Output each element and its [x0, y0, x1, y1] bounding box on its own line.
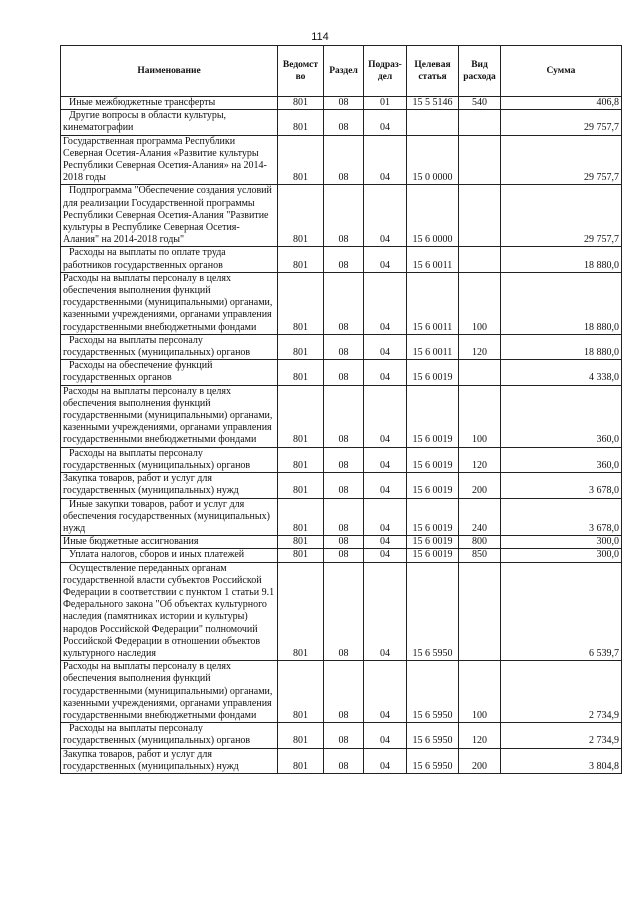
cell-department: 801	[278, 247, 324, 272]
cell-expense-type: 100	[459, 272, 501, 334]
table-row	[61, 447, 622, 472]
header-name: Наименование	[61, 46, 278, 97]
cell-section: 08	[324, 247, 364, 272]
cell-department: 801	[278, 498, 324, 536]
cell-section: 08	[324, 447, 364, 472]
cell-target-article: 15 6 0011	[407, 272, 459, 334]
cell-target-article: 15 6 0019	[407, 360, 459, 385]
cell-name: Расходы на выплаты персоналу государственных (муниципальных) органов	[61, 447, 278, 472]
table-row	[61, 536, 622, 549]
cell-section: 08	[324, 536, 364, 549]
cell-amount: 300,0	[501, 549, 622, 562]
cell-amount: 29 757,7	[501, 135, 622, 185]
cell-department: 801	[278, 185, 324, 247]
cell-subsection: 04	[364, 723, 407, 748]
table-row	[61, 748, 622, 773]
cell-expense-type	[459, 110, 501, 135]
header-target-article: Целевая статья	[407, 46, 459, 97]
cell-target-article: 15 6 0019	[407, 549, 459, 562]
cell-subsection: 04	[364, 661, 407, 723]
cell-target-article: 15 0 0000	[407, 135, 459, 185]
cell-subsection: 04	[364, 447, 407, 472]
cell-amount: 4 338,0	[501, 360, 622, 385]
cell-section: 08	[324, 360, 364, 385]
cell-department: 801	[278, 661, 324, 723]
cell-target-article: 15 6 0019	[407, 447, 459, 472]
cell-subsection: 04	[364, 360, 407, 385]
cell-section: 08	[324, 498, 364, 536]
cell-target-article: 15 6 0000	[407, 185, 459, 247]
cell-subsection: 04	[364, 748, 407, 773]
cell-section: 08	[324, 97, 364, 110]
cell-subsection: 04	[364, 549, 407, 562]
cell-name: Расходы на выплаты по оплате труда работников государственных органов	[61, 247, 278, 272]
cell-expense-type	[459, 247, 501, 272]
cell-section: 08	[324, 748, 364, 773]
cell-department: 801	[278, 536, 324, 549]
cell-name: Расходы на выплаты персоналу государственных (муниципальных) органов	[61, 334, 278, 359]
cell-section: 08	[324, 549, 364, 562]
cell-subsection: 04	[364, 562, 407, 661]
cell-subsection: 04	[364, 498, 407, 536]
cell-subsection: 04	[364, 135, 407, 185]
header-section: Раздел	[324, 46, 364, 97]
cell-amount: 3 678,0	[501, 473, 622, 498]
cell-expense-type: 120	[459, 447, 501, 472]
cell-name: Подпрограмма "Обеспечение создания условий для реализации Государственной программы Республики Северная Осетия-Алания "Развитие культуры в Республике Северная Осетия-Алания" на 2014-2018 годы"	[61, 185, 278, 247]
table-row	[61, 334, 622, 359]
cell-amount: 18 880,0	[501, 247, 622, 272]
cell-target-article: 15 5 5146	[407, 97, 459, 110]
cell-subsection: 01	[364, 97, 407, 110]
cell-name: Закупка товаров, работ и услуг для государственных (муниципальных) нужд	[61, 473, 278, 498]
cell-subsection: 04	[364, 385, 407, 447]
cell-amount: 29 757,7	[501, 185, 622, 247]
table-row	[61, 661, 622, 723]
budget-table	[60, 45, 622, 774]
cell-expense-type: 800	[459, 536, 501, 549]
cell-department: 801	[278, 447, 324, 472]
cell-amount: 6 539,7	[501, 562, 622, 661]
header-department: Ведомст во	[278, 46, 324, 97]
cell-name: Расходы на выплаты персоналу в целях обеспечения выполнения функций государственными (муниципальными) органами, казенными учреждениями, органами управления государственными внебюджетными фондами	[61, 272, 278, 334]
cell-name: Осуществление переданных органам государственной власти субъектов Российской Федерации в соответствии с пунктом 1 статьи 9.1 Федерального закона "Об объектах культурного наследия (памятниках истории и культуры) народов Российской Федерации" полномочий Российской Федерации в отношении объектов культурного наследия	[61, 562, 278, 661]
cell-expense-type: 240	[459, 498, 501, 536]
cell-amount: 360,0	[501, 385, 622, 447]
cell-name: Иные бюджетные ассигнования	[61, 536, 278, 549]
cell-amount: 3 678,0	[501, 498, 622, 536]
cell-department: 801	[278, 562, 324, 661]
cell-amount: 18 880,0	[501, 334, 622, 359]
cell-expense-type: 100	[459, 661, 501, 723]
cell-section: 08	[324, 185, 364, 247]
header-subsection: Подраз- дел	[364, 46, 407, 97]
cell-department: 801	[278, 473, 324, 498]
cell-target-article	[407, 110, 459, 135]
cell-target-article: 15 6 0011	[407, 334, 459, 359]
cell-department: 801	[278, 360, 324, 385]
cell-name: Расходы на выплаты персоналу в целях обеспечения выполнения функций государственными (муниципальными) органами, казенными учреждениями, органами управления государственными внебюджетными фондами	[61, 385, 278, 447]
cell-target-article: 15 6 0019	[407, 536, 459, 549]
cell-subsection: 04	[364, 272, 407, 334]
cell-name: Расходы на выплаты персоналу в целях обеспечения выполнения функций государственными (муниципальными) органами, казенными учреждениями, органами управления государственными внебюджетными фондами	[61, 661, 278, 723]
cell-amount: 360,0	[501, 447, 622, 472]
cell-section: 08	[324, 385, 364, 447]
cell-name: Государственная программа Республики Северная Осетия-Алания «Развитие культуры Республики Северная Осетия-Алания» на 2014-2018 годы	[61, 135, 278, 185]
cell-name: Иные межбюджетные трансферты	[61, 97, 278, 110]
table-row	[61, 360, 622, 385]
cell-name: Расходы на обеспечение функций государственных органов	[61, 360, 278, 385]
cell-department: 801	[278, 135, 324, 185]
page-number: 114	[311, 31, 329, 43]
cell-section: 08	[324, 334, 364, 359]
cell-target-article: 15 6 0019	[407, 385, 459, 447]
cell-amount: 2 734,9	[501, 723, 622, 748]
table-row	[61, 385, 622, 447]
cell-section: 08	[324, 110, 364, 135]
cell-expense-type	[459, 360, 501, 385]
cell-target-article: 15 6 5950	[407, 748, 459, 773]
cell-expense-type: 120	[459, 723, 501, 748]
cell-amount: 18 880,0	[501, 272, 622, 334]
cell-name: Другие вопросы в области культуры, кинематографии	[61, 110, 278, 135]
cell-name: Закупка товаров, работ и услуг для государственных (муниципальных) нужд	[61, 748, 278, 773]
cell-amount: 29 757,7	[501, 110, 622, 135]
cell-section: 08	[324, 473, 364, 498]
cell-subsection: 04	[364, 536, 407, 549]
header-expense-type: Вид расхода	[459, 46, 501, 97]
cell-expense-type: 100	[459, 385, 501, 447]
table-row	[61, 272, 622, 334]
cell-subsection: 04	[364, 334, 407, 359]
table-row	[61, 110, 622, 135]
table-row	[61, 247, 622, 272]
cell-section: 08	[324, 723, 364, 748]
cell-expense-type	[459, 135, 501, 185]
cell-name: Уплата налогов, сборов и иных платежей	[61, 549, 278, 562]
cell-target-article: 15 6 0019	[407, 498, 459, 536]
cell-department: 801	[278, 385, 324, 447]
cell-section: 08	[324, 135, 364, 185]
table-row	[61, 185, 622, 247]
table-row	[61, 549, 622, 562]
cell-expense-type: 120	[459, 334, 501, 359]
table-row	[61, 473, 622, 498]
cell-expense-type: 200	[459, 748, 501, 773]
cell-department: 801	[278, 334, 324, 359]
cell-name: Иные закупки товаров, работ и услуг для обеспечения государственных (муниципальных) нужд	[61, 498, 278, 536]
cell-subsection: 04	[364, 247, 407, 272]
cell-department: 801	[278, 272, 324, 334]
cell-subsection: 04	[364, 473, 407, 498]
cell-target-article: 15 6 5950	[407, 562, 459, 661]
cell-target-article: 15 6 0011	[407, 247, 459, 272]
cell-name: Расходы на выплаты персоналу государственных (муниципальных) органов	[61, 723, 278, 748]
cell-subsection: 04	[364, 185, 407, 247]
cell-amount: 3 804,8	[501, 748, 622, 773]
cell-amount: 300,0	[501, 536, 622, 549]
cell-expense-type	[459, 562, 501, 661]
header-row	[61, 46, 622, 97]
cell-department: 801	[278, 97, 324, 110]
table-row	[61, 562, 622, 661]
cell-section: 08	[324, 661, 364, 723]
cell-department: 801	[278, 748, 324, 773]
header-amount: Сумма	[501, 46, 622, 97]
table-row	[61, 498, 622, 536]
cell-target-article: 15 6 5950	[407, 723, 459, 748]
cell-expense-type: 850	[459, 549, 501, 562]
cell-section: 08	[324, 562, 364, 661]
cell-subsection: 04	[364, 110, 407, 135]
cell-target-article: 15 6 0019	[407, 473, 459, 498]
cell-expense-type	[459, 185, 501, 247]
cell-expense-type: 200	[459, 473, 501, 498]
cell-amount: 406,8	[501, 97, 622, 110]
cell-department: 801	[278, 549, 324, 562]
table-row	[61, 723, 622, 748]
cell-amount: 2 734,9	[501, 661, 622, 723]
cell-section: 08	[324, 272, 364, 334]
table-row	[61, 97, 622, 110]
cell-department: 801	[278, 110, 324, 135]
cell-target-article: 15 6 5950	[407, 661, 459, 723]
cell-department: 801	[278, 723, 324, 748]
table-row	[61, 135, 622, 185]
cell-expense-type: 540	[459, 97, 501, 110]
